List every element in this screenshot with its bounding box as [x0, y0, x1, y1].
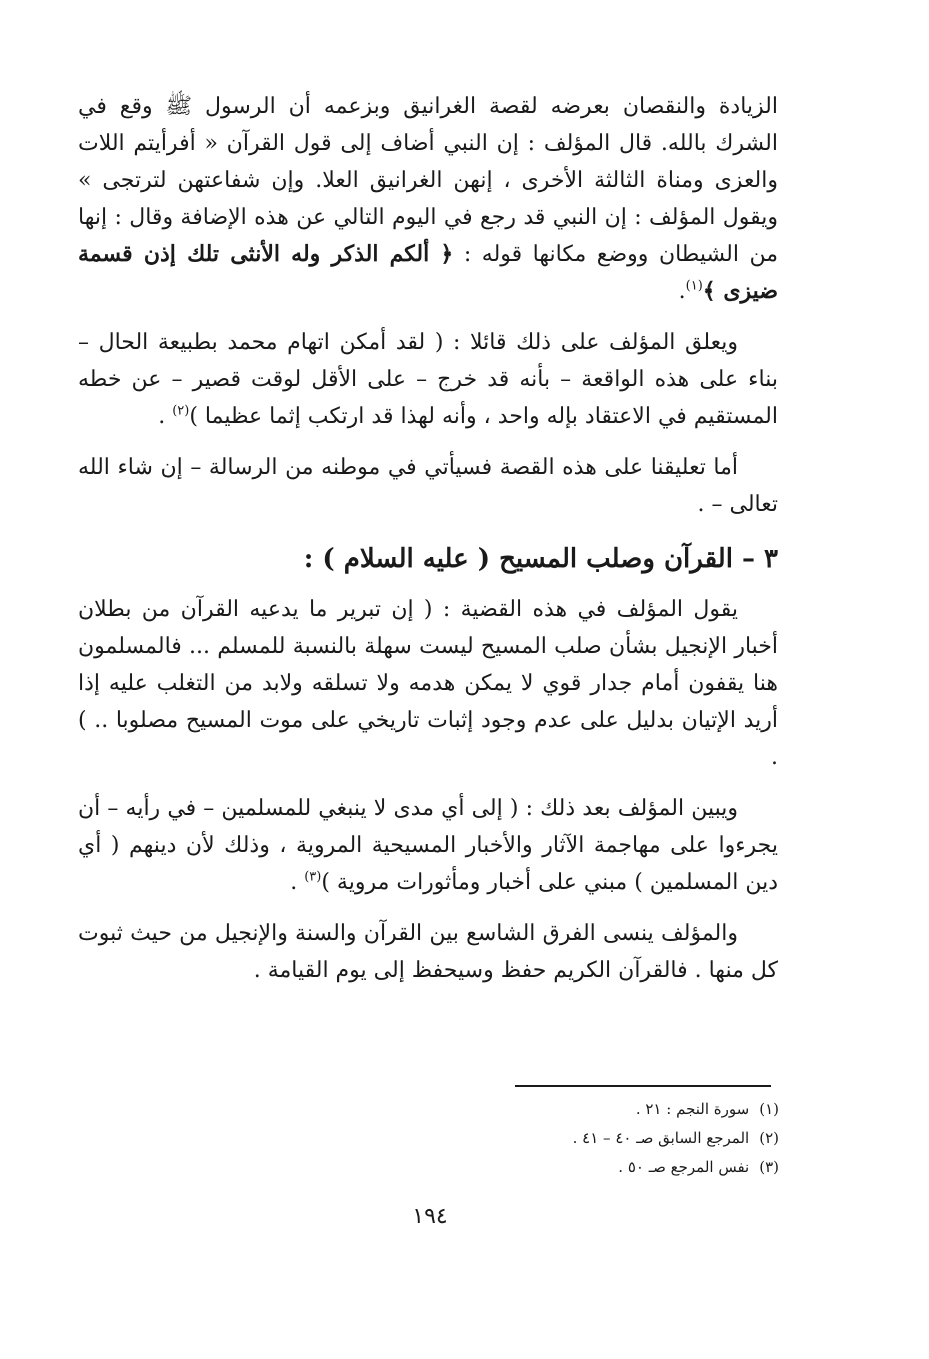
paragraph-1	[78, 88, 778, 310]
page-number: ١٩٤	[412, 1204, 448, 1229]
paragraph-4	[78, 591, 778, 776]
paragraph-4-text: يقول المؤلف في هذه القضية : ( إن تبرير ما يدعيه القرآن من بطلان أخبار الإنجيل بشأن صلب المسيح ليست سهلة بالنسبة للمسلم ... فالمسلمون هنا يقفون أمام جدار قوي لا يمكن هدمه ولا تسلقه ولابد من التغلب عليه إذا أريد الإتيان بدليل على عدم وجود إثبات تاريخي على موت المسيح مصلوبا .. ) .	[78, 597, 778, 770]
footnote-ref-3[interactable]: (٣)	[304, 869, 322, 885]
footnote-2-number: (٢)	[759, 1129, 779, 1147]
paragraph-5	[78, 790, 778, 901]
footnote-ref-2[interactable]: (٢)	[172, 403, 190, 419]
footnote-2-text: المرجع السابق صـ ٤٠ – ٤١ .	[572, 1129, 750, 1147]
page-body	[78, 88, 778, 1003]
paragraph-2	[78, 324, 778, 435]
paragraph-2-end: .	[158, 404, 166, 429]
paragraph-1-end: .	[678, 279, 686, 304]
paragraph-6	[78, 915, 778, 989]
quran-quote: ﴿ ألكم الذكر وله الأنثى تلك إذن قسمة ضيزى ﴾	[78, 241, 778, 304]
footnote-3-number: (٣)	[759, 1158, 779, 1176]
paragraph-6-text: والمؤلف ينسى الفرق الشاسع بين القرآن والسنة والإنجيل من حيث ثبوت كل منها . فالقرآن الكريم حفظ وسيحفظ إلى يوم القيامة .	[78, 921, 778, 983]
section-heading: ٣ – القرآن وصلب المسيح ( عليه السلام ) :	[303, 544, 778, 574]
footnote-2	[359, 1124, 779, 1153]
footnote-1-number: (١)	[759, 1100, 779, 1118]
footnote-ref-1[interactable]: (١)	[685, 278, 703, 294]
footnotes	[359, 1095, 779, 1182]
paragraph-1-text: الزيادة والنقصان بعرضه لقصة الغرانيق وبزعمه أن الرسول ﷺ وقع في الشرك بالله. قال المؤلف : إن النبي أضاف إلى قول القرآن « أفرأيتم اللات والعزى ومناة الثالثة الأخرى ، إنهن الغرانيق العلا. وإن شفاعتهن لترتجى » ويقول المؤلف : إن النبي قد رجع في اليوم التالي عن هذه الإضافة وقال : إنها من الشيطان ووضع مكانها قوله :	[78, 94, 778, 267]
paragraph-3-text: أما تعليقنا على هذه القصة فسيأتي في موطنه من الرسالة – إن شاء الله تعالى – .	[78, 455, 778, 517]
paragraph-2-text: ويعلق المؤلف على ذلك قائلا : ( لقد أمكن اتهام محمد بطبيعة الحال – بناء على هذه الواقعة – بأنه قد خرج – على الأقل لوقت قصير – عن خطه المستقيم في الاعتقاد بإله واحد ، وأنه لهذا قد ارتكب إثما عظيما )	[78, 330, 778, 429]
footnote-1-text: سورة النجم : ٢١ .	[635, 1100, 750, 1118]
paragraph-5-text: ويبين المؤلف بعد ذلك : ( إلى أي مدى لا ينبغي للمسلمين – في رأيه – أن يجرءوا على مهاجمة الآثار والأخبار المسيحية المروية ، وذلك لأن دينهم ( أي دين المسلمين ) مبني على أخبار ومأثورات مروية )	[78, 796, 778, 895]
footnote-3-text: نفس المرجع صـ ٥٠ .	[618, 1158, 750, 1176]
footnote-1	[359, 1095, 779, 1124]
footnote-3	[359, 1153, 779, 1182]
footnote-separator	[515, 1085, 771, 1087]
paragraph-5-end: .	[290, 870, 298, 895]
paragraph-3	[78, 449, 778, 523]
